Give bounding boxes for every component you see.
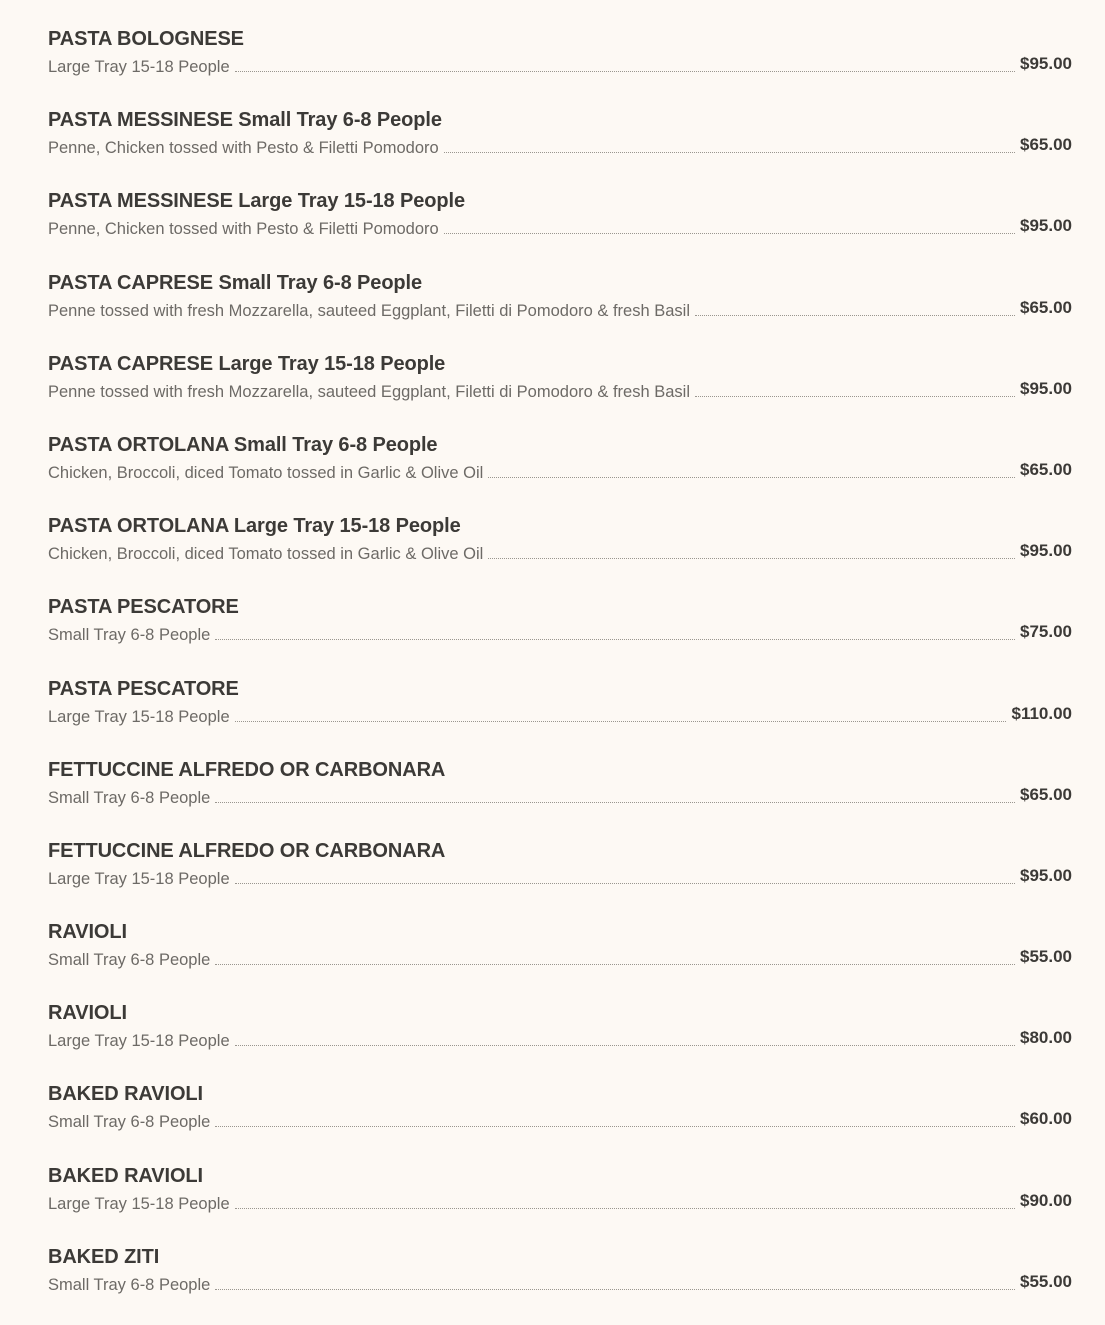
item-description: Small Tray 6-8 People xyxy=(48,626,211,645)
item-name: PASTA BOLOGNESE xyxy=(48,28,244,50)
item-line xyxy=(48,702,1072,728)
item-price: $65.00 xyxy=(1020,784,1072,804)
dotted-leader xyxy=(215,1126,1015,1127)
item-price: $95.00 xyxy=(1020,865,1072,885)
menu-item xyxy=(48,188,1072,269)
item-description: Large Tray 15-18 People xyxy=(48,1032,230,1051)
item-name: PASTA MESSINESE Small Tray 6-8 People xyxy=(48,109,442,132)
item-line xyxy=(48,377,1072,403)
menu-item xyxy=(48,270,1072,351)
item-name: PASTA CAPRESE Large Tray 15-18 People xyxy=(48,352,446,375)
dotted-leader xyxy=(444,152,1015,153)
item-description: Large Tray 15-18 People xyxy=(48,58,230,76)
item-price: $65.00 xyxy=(1020,135,1072,155)
menu-item xyxy=(48,757,1072,838)
item-price: $55.00 xyxy=(1020,947,1072,967)
item-name: PASTA ORTOLANA Small Tray 6-8 People xyxy=(48,433,438,456)
item-price: $55.00 xyxy=(1020,1271,1072,1291)
item-description: Large Tray 15-18 People xyxy=(48,1194,230,1213)
item-description: Small Tray 6-8 People xyxy=(48,951,211,970)
item-name: RAVIOLI xyxy=(48,1002,127,1025)
menu-item xyxy=(48,26,1072,107)
item-line xyxy=(48,945,1072,971)
dotted-leader xyxy=(215,964,1015,965)
item-price: $60.00 xyxy=(1020,1109,1072,1129)
item-line xyxy=(48,864,1072,890)
menu-item xyxy=(48,1244,1072,1325)
item-name: PASTA ORTOLANA Large Tray 15-18 People xyxy=(48,515,461,538)
menu-item xyxy=(48,1163,1072,1244)
item-line xyxy=(48,458,1072,484)
item-name: PASTA PESCATORE xyxy=(48,677,239,700)
item-description: Small Tray 6-8 People xyxy=(48,1275,211,1294)
item-line xyxy=(48,52,1072,78)
dotted-leader xyxy=(215,1289,1015,1290)
item-name: FETTUCCINE ALFREDO OR CARBONARA xyxy=(48,758,446,781)
item-line xyxy=(48,1270,1072,1296)
item-line xyxy=(48,214,1072,240)
menu-item xyxy=(48,594,1072,675)
dotted-leader xyxy=(488,477,1015,478)
menu-item xyxy=(48,838,1072,919)
item-description: Penne tossed with fresh Mozzarella, sauteed Eggplant, Filetti di Pomodoro & fresh Basil xyxy=(48,382,691,401)
item-description: Large Tray 15-18 People xyxy=(48,707,230,726)
item-line xyxy=(48,1189,1072,1215)
dotted-leader xyxy=(235,883,1015,884)
item-name: FETTUCCINE ALFREDO OR CARBONARA xyxy=(48,839,446,862)
item-description: Chicken, Broccoli, diced Tomato tossed in Garlic & Olive Oil xyxy=(48,463,484,482)
item-price: $95.00 xyxy=(1020,378,1072,398)
item-description: Small Tray 6-8 People xyxy=(48,788,211,807)
menu-item xyxy=(48,1000,1072,1081)
dotted-leader xyxy=(695,396,1015,397)
item-price: $95.00 xyxy=(1020,54,1072,73)
menu-item xyxy=(48,919,1072,1000)
item-name: BAKED RAVIOLI xyxy=(48,1164,203,1187)
item-price: $95.00 xyxy=(1020,541,1072,561)
dotted-leader xyxy=(235,71,1015,72)
item-line xyxy=(48,1107,1072,1133)
item-price: $65.00 xyxy=(1020,297,1072,317)
item-description: Penne, Chicken tossed with Pesto & Filetti Pomodoro xyxy=(48,139,439,158)
dotted-leader xyxy=(215,639,1015,640)
menu-item xyxy=(48,107,1072,188)
item-description: Penne tossed with fresh Mozzarella, sauteed Eggplant, Filetti di Pomodoro & fresh Basil xyxy=(48,301,691,320)
menu-item xyxy=(48,1081,1072,1162)
item-name: PASTA MESSINESE Large Tray 15-18 People xyxy=(48,190,465,213)
item-name: PASTA PESCATORE xyxy=(48,596,239,619)
item-price: $90.00 xyxy=(1020,1190,1072,1210)
dotted-leader xyxy=(488,558,1015,559)
item-name: PASTA CAPRESE Small Tray 6-8 People xyxy=(48,271,423,294)
item-line xyxy=(48,133,1072,159)
item-line xyxy=(48,539,1072,565)
item-price: $80.00 xyxy=(1020,1028,1072,1048)
dotted-leader xyxy=(695,315,1015,316)
menu-item xyxy=(48,351,1072,432)
item-name: BAKED ZITI xyxy=(48,1245,160,1268)
item-name: RAVIOLI xyxy=(48,921,127,944)
dotted-leader xyxy=(215,802,1015,803)
item-line xyxy=(48,1026,1072,1052)
item-description: Penne, Chicken tossed with Pesto & Filetti Pomodoro xyxy=(48,220,439,239)
dotted-leader xyxy=(235,721,1007,722)
menu-item xyxy=(48,432,1072,513)
menu-list xyxy=(48,26,1072,1325)
item-description: Chicken, Broccoli, diced Tomato tossed in Garlic & Olive Oil xyxy=(48,545,484,564)
menu-item xyxy=(48,676,1072,757)
menu-item xyxy=(48,513,1072,594)
dotted-leader xyxy=(444,233,1015,234)
dotted-leader xyxy=(235,1208,1015,1209)
item-description: Small Tray 6-8 People xyxy=(48,1113,211,1132)
item-price: $110.00 xyxy=(1011,703,1072,723)
item-price: $65.00 xyxy=(1020,459,1072,479)
item-price: $95.00 xyxy=(1020,216,1072,236)
dotted-leader xyxy=(235,1045,1015,1046)
item-name: BAKED RAVIOLI xyxy=(48,1083,203,1106)
item-line xyxy=(48,296,1072,322)
item-line xyxy=(48,783,1072,809)
item-line xyxy=(48,620,1072,646)
item-price: $75.00 xyxy=(1020,622,1072,642)
item-description: Large Tray 15-18 People xyxy=(48,869,230,888)
